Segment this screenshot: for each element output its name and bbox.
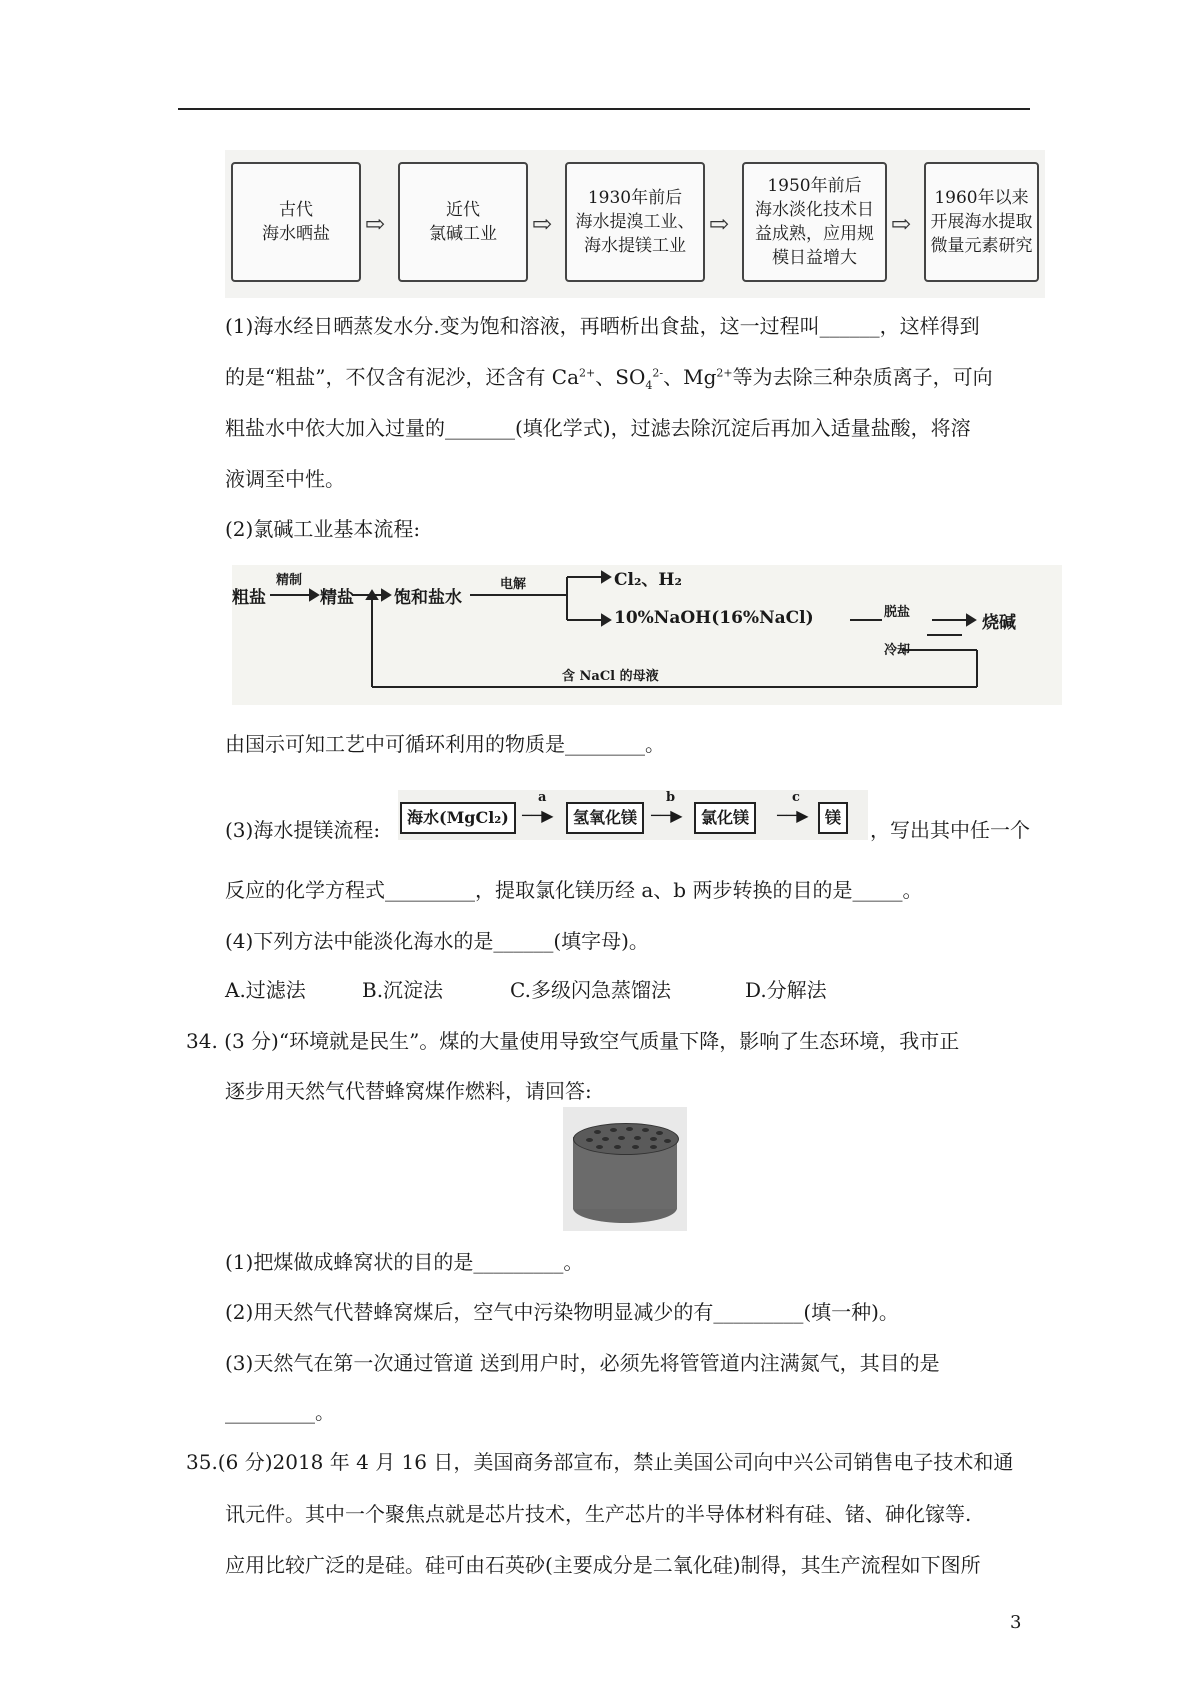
gas-products-label: Cl₂、H₂: [614, 570, 682, 590]
history-box-1960: 1960年以来 开展海水提取 微量元素研究: [924, 162, 1039, 282]
page-number: 3: [1010, 1612, 1022, 1633]
arrow-icon: ⇨: [709, 210, 730, 238]
honeycomb-coal-photo: [563, 1107, 687, 1231]
magnesium-box: 镁: [818, 802, 848, 834]
history-box-modern: 近代 氯碱工业: [398, 162, 528, 282]
p35-line2: 讯元件。其中一个聚焦点就是芯片技术，生产芯片的半导体材料有硅、锗、砷化镓等.: [225, 1502, 972, 1526]
p35-line3: 应用比较广泛的是硅。硅可由石英砂(主要成分是二氧化硅)制得，其生产流程如下图所: [225, 1553, 981, 1577]
arrow-icon: ──▶: [522, 806, 554, 825]
arrow-icon: ⇨: [365, 210, 386, 238]
q1-line3: 粗盐水中依大加入过量的_______(填化学式)，过滤去除沉淀后再加入适量盐酸，将溶: [225, 416, 971, 440]
q4-option-a: A.过滤法: [225, 978, 306, 1002]
chloride-box: 氯化镁: [694, 802, 756, 834]
p34-sub3-blank: _________。: [225, 1400, 335, 1424]
liquid-products-label: 10%NaOH(16%NaCl): [614, 608, 814, 628]
q2-question: 由国示可知工艺中可循环利用的物质是________。: [225, 732, 665, 756]
q4-question: (4)下列方法中能淡化海水的是______(填字母)。: [225, 929, 649, 953]
step-b-label: b: [666, 790, 676, 805]
step-a-label: a: [538, 790, 547, 805]
arrow-icon: ──▶: [651, 806, 683, 825]
p34-sub1: (1)把煤做成蜂窝状的目的是_________。: [225, 1250, 584, 1274]
q1-line1: (1)海水经日晒蒸发水分.变为饱和溶液，再晒析出食盐，这一过程叫______，这样得到: [225, 314, 980, 338]
p34-line2: 逐步用天然气代替蜂窝煤作燃料，请回答:: [225, 1079, 592, 1103]
q3-prefix: (3)海水提镁流程:: [225, 818, 381, 842]
history-box-1950: 1950年前后 海水淡化技术日 益成熟，应用规 模日益增大: [742, 162, 887, 282]
caustic-soda-label: 烧碱: [982, 613, 1016, 633]
brine-label: 饱和盐水: [394, 588, 462, 608]
q4-option-d: D.分解法: [745, 978, 827, 1002]
refine-label: 精制: [276, 573, 303, 588]
q2-title: (2)氯碱工业基本流程:: [225, 517, 421, 541]
electrolysis-label: 电解: [500, 577, 527, 592]
seawater-history-diagram: [225, 150, 1045, 298]
magnesium-flow-diagram: [398, 790, 868, 840]
q4-option-b: B.沉淀法: [362, 978, 444, 1002]
arrow-icon: ⇨: [891, 210, 912, 238]
q1-line2: 的是“粗盐”，不仅含有泥沙，还含有 $Ca^{2+}$、$SO_4^{2-}$、$Mg^{2+}$等为去除三种杂质离子，可向: [225, 365, 993, 392]
cool-label: 冷却: [884, 643, 911, 658]
history-box-ancient: 古代 海水晒盐: [231, 162, 361, 282]
crude-salt-label: 粗盐: [232, 588, 266, 608]
desalt-label: 脱盐: [884, 605, 911, 620]
p34-line1: 34. (3 分)“环境就是民生”。煤的大量使用导致空气质量下降，影响了生态环境，我市正: [186, 1029, 960, 1053]
hydroxide-box: 氢氧化镁: [566, 802, 644, 834]
mother-liquor-label: 含 NaCl 的母液: [562, 669, 659, 684]
chlor-alkali-flow-diagram: [232, 565, 1062, 705]
seawater-box: 海水(MgCl₂): [400, 802, 516, 834]
p35-line1: 35.(6 分)2018 年 4 月 16 日，美国商务部宣布，禁止美国公司向中兴公司销售电子技术和通: [186, 1450, 1014, 1474]
history-box-1930: 1930年前后 海水提溴工业、 海水提镁工业: [565, 162, 705, 282]
p34-sub3: (3)天然气在第一次通过管道 送到用户时，必须先将管管道内注满氮气，其目的是: [225, 1351, 940, 1375]
q1-line4: 液调至中性。: [225, 467, 345, 491]
honeycomb-top: [573, 1123, 679, 1155]
q3-line2: 反应的化学方程式_________，提取氯化镁历经 a、b 两步转换的目的是_____。: [225, 878, 923, 902]
arrow-icon: ──▶: [777, 806, 809, 825]
p34-sub2: (2)用天然气代替蜂窝煤后，空气中污染物明显减少的有_________(填一种)。: [225, 1300, 899, 1324]
fine-salt-label: 精盐: [320, 588, 354, 608]
q4-option-c: C.多级闪急蒸馏法: [510, 978, 671, 1002]
header-rule: [178, 108, 1030, 110]
step-c-label: c: [792, 790, 800, 805]
q3-suffix: ，写出其中任一个: [870, 818, 1030, 842]
arrow-icon: ⇨: [532, 210, 553, 238]
